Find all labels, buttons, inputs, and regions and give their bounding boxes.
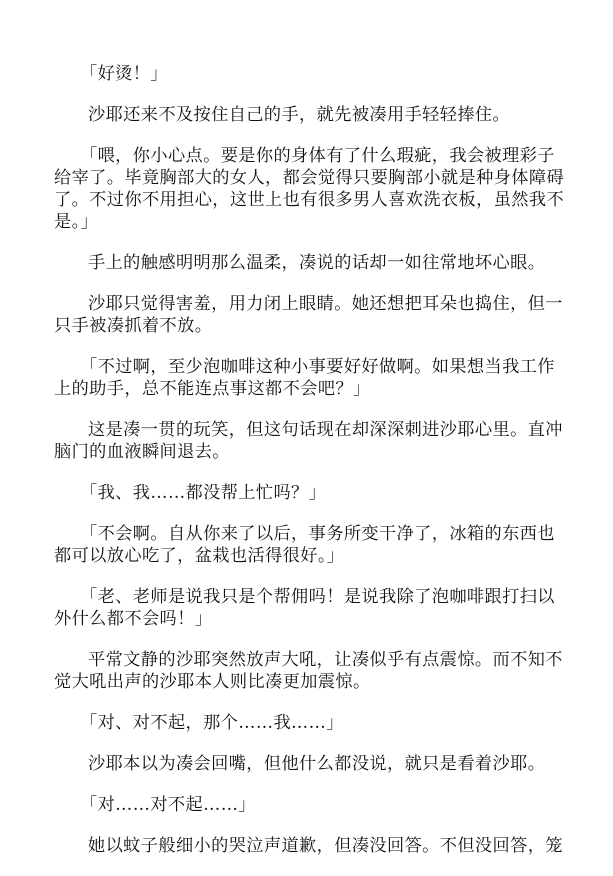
text-line: 「不会啊。自从你来了以后，事务所变干净了，冰箱的东西也	[80, 524, 555, 544]
text-line: 沙耶还来不及按住自己的手，就先被凑用手轻轻捧住。	[88, 105, 511, 125]
dialogue-paragraph	[54, 523, 555, 567]
text-line: 「对……对不起……」	[80, 795, 256, 815]
text-line: 平常文静的沙耶突然放声大吼，让凑似乎有点震惊。而不知不	[88, 650, 563, 670]
text-line: 沙耶只觉得害羞，用力闭上眼睛。她还想把耳朵也捣住，但一	[88, 294, 563, 314]
narration-paragraph	[88, 104, 548, 126]
text-line: 都可以放心吃了，盆栽也活得很好。」	[54, 546, 345, 566]
text-line: 「不过啊，至少泡咖啡这种小事要好好做啊。如果想当我工作	[80, 357, 555, 377]
dialogue-paragraph	[80, 482, 548, 504]
dialogue-paragraph	[54, 356, 555, 400]
text-line: 给宰了。毕竟胸部大的女人，都会觉得只要胸部小就是种身体障碍	[54, 168, 565, 188]
page-body-text	[54, 63, 565, 876]
text-line: 外什么都不会吗！」	[54, 609, 213, 629]
text-line: 了。不过你不用担心，这世上也有很多男人喜欢洗衣板，虽然我不	[54, 190, 565, 210]
text-line: 「好烫！」	[80, 64, 168, 84]
narration-paragraph	[88, 753, 548, 775]
text-line: 她以蚊子般细小的哭泣声道歉，但凑没回答。不但没回答，笼	[88, 836, 563, 856]
narration-paragraph	[54, 649, 563, 693]
dialogue-paragraph	[80, 712, 548, 734]
dialogue-paragraph	[54, 145, 565, 233]
narration-paragraph	[54, 419, 563, 463]
text-line: 是。」	[54, 212, 99, 232]
narration-paragraph	[88, 835, 563, 857]
text-line: 只手被凑抓着不放。	[54, 316, 213, 336]
dialogue-paragraph	[80, 63, 548, 85]
text-line: 沙耶本以为凑会回嘴，但他什么都没说，就只是看着沙耶。	[88, 754, 546, 774]
text-line: 「我、我……都没帮上忙吗？」	[80, 483, 327, 503]
dialogue-paragraph	[54, 586, 555, 630]
text-line: 脑门的血液瞬间退去。	[54, 442, 230, 462]
narration-paragraph	[54, 293, 563, 337]
text-line: 「喂，你小心点。要是你的身体有了什么瑕疵，我会被理彩子	[80, 146, 555, 166]
text-line: 「老、老师是说我只是个帮佣吗！是说我除了泡咖啡跟打扫以	[80, 587, 555, 607]
text-line: 觉大吼出声的沙耶本人则比凑更加震惊。	[54, 672, 371, 692]
text-line: 手上的触感明明那么温柔，凑说的话却一如往常地坏心眼。	[88, 253, 546, 273]
text-line: 「对、对不起，那个……我……」	[80, 713, 344, 733]
narration-paragraph	[88, 252, 548, 274]
text-line: 这是凑一贯的玩笑，但这句话现在却深深刺进沙耶心里。直冲	[88, 420, 563, 440]
dialogue-paragraph	[80, 794, 548, 816]
text-line: 上的助手，总不能连点事这都不会吧？」	[54, 379, 371, 399]
